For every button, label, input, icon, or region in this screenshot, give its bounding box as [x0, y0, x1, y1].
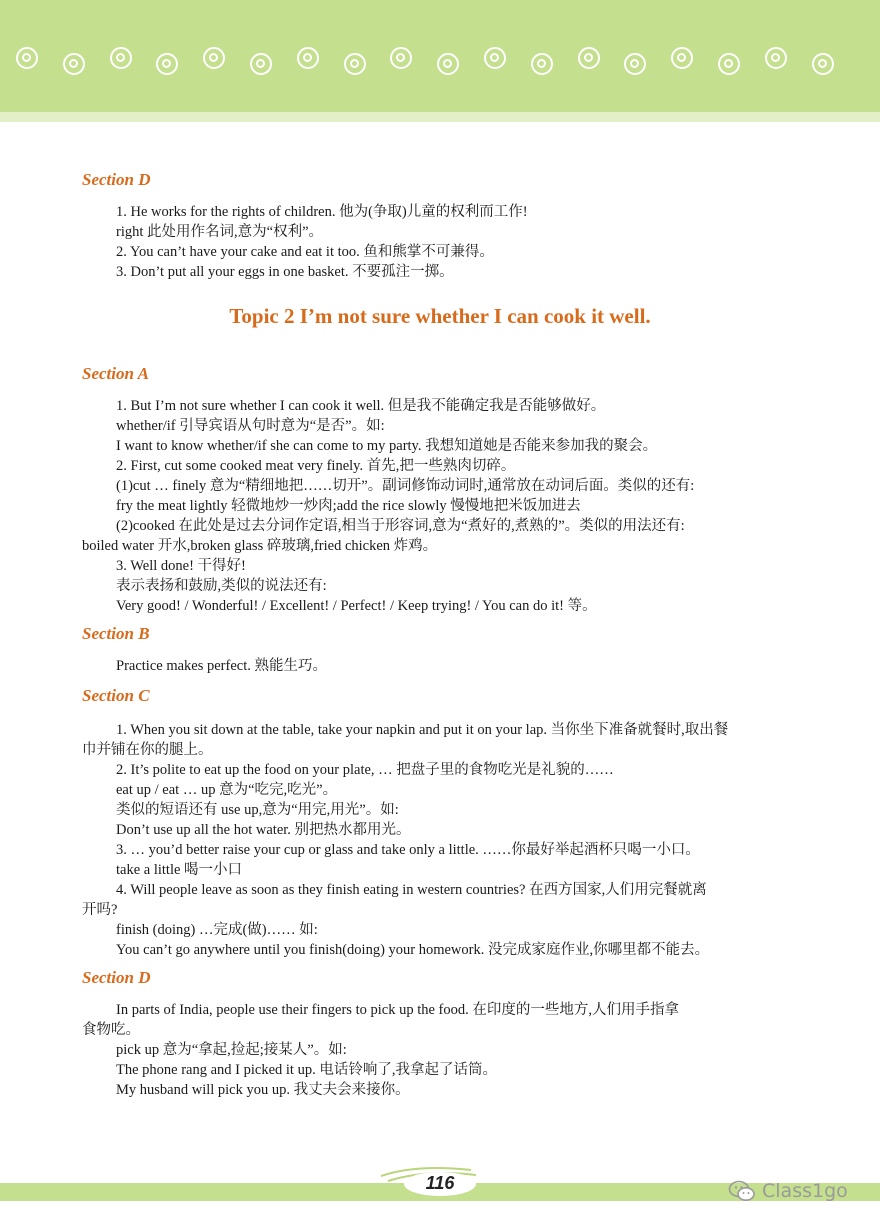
text-line: 类似的短语还有 use up,意为“用完,用光”。如: [116, 802, 399, 818]
ring-icon [16, 47, 38, 69]
text-line: 1. When you sit down at the table, take your napkin and put it on your lap. 当你坐下准备就餐时,取出餐 [116, 722, 729, 738]
ring-icon [765, 47, 787, 69]
section-heading: Section D [82, 968, 151, 987]
ring-icon [578, 47, 600, 69]
ring-icon [297, 47, 319, 69]
text-line: take a little 喝一小口 [116, 862, 243, 878]
text-line: Don’t use up all the hot water. 别把热水都用光。 [116, 822, 411, 838]
section-heading: Section D [82, 170, 151, 189]
ring-icon [718, 53, 740, 75]
text-line: In parts of India, people use their fingers to pick up the food. 在印度的一些地方,人们用手指拿 [116, 1002, 679, 1018]
text-line: The phone rang and I picked it up. 电话铃响了,我拿起了话筒。 [116, 1062, 497, 1078]
section-heading: Section B [82, 624, 150, 643]
topic-title: Topic 2 I’m not sure whether I can cook it well. [229, 304, 651, 328]
text-line: (1)cut … finely 意为“精细地把……切开”。副词修饰动词时,通常放在动词后面。类似的还有: [116, 478, 695, 494]
text-line: right 此处用作名词,意为“权利”。 [116, 224, 324, 240]
ring-icon [484, 47, 506, 69]
text-line: 1. But I’m not sure whether I can cook it well. 但是我不能确定我是否能够做好。 [116, 398, 606, 414]
text-line: 表示表扬和鼓励,类似的说法还有: [116, 578, 327, 594]
text-line: I want to know whether/if she can come to my party. 我想知道她是否能来参加我的聚会。 [116, 438, 658, 454]
text-line: 2. You can’t have your cake and eat it too. 鱼和熊掌不可兼得。 [116, 244, 494, 260]
text-line: 1. He works for the rights of children. 他为(争取)儿童的权利而工作! [116, 204, 528, 220]
text-line: 4. Will people leave as soon as they finish eating in western countries? 在西方国家,人们用完餐就离 [116, 882, 707, 898]
text-line: 开吗? [82, 902, 118, 918]
watermark-text: Class1go [762, 1180, 848, 1202]
text-line: Practice makes perfect. 熟能生巧。 [116, 658, 327, 674]
text-line: 食物吃。 [82, 1022, 140, 1038]
text-line: 2. First, cut some cooked meat very finely. 首先,把一些熟肉切碎。 [116, 458, 516, 474]
header-band-edge [0, 112, 880, 122]
section-heading: Section A [82, 364, 149, 383]
ring-icon [531, 53, 553, 75]
watermark [728, 1176, 848, 1206]
ring-icon [344, 53, 366, 75]
text-line: 2. It’s polite to eat up the food on your plate, … 把盘子里的食物吃光是礼貌的…… [116, 762, 614, 778]
section-heading: Section C [82, 686, 150, 705]
text-line: 3. Well done! 干得好! [116, 558, 246, 574]
text-line: 3. … you’d better raise your cup or glass and take only a little. ……你最好举起酒杯只喝一小口。 [116, 842, 700, 858]
text-line: whether/if 引导宾语从句时意为“是否”。如: [116, 418, 385, 434]
ring-icon [250, 53, 272, 75]
page-number: 116 [425, 1173, 455, 1193]
text-line: finish (doing) …完成(做)…… 如: [116, 922, 318, 938]
text-line: 3. Don’t put all your eggs in one basket. 不要孤注一掷。 [116, 264, 454, 280]
text-line: You can’t go anywhere until you finish(doing) your homework. 没完成家庭作业,你哪里都不能去。 [116, 942, 710, 958]
ring-icon [63, 53, 85, 75]
text-line: boiled water 开水,broken glass 碎玻璃,fried chicken 炸鸡。 [82, 538, 438, 554]
text-line: pick up 意为“拿起,捡起;接某人”。如: [116, 1042, 347, 1058]
ring-icon [110, 47, 132, 69]
text-line: 巾并铺在你的腿上。 [82, 742, 213, 758]
ring-icon [812, 53, 834, 75]
text-line: Very good! / Wonderful! / Excellent! / Perfect! / Keep trying! / You can do it! 等。 [116, 598, 597, 614]
text-line: eat up / eat … up 意为“吃完,吃光”。 [116, 782, 338, 798]
text-line: fry the meat lightly 轻微地炒一炒肉;add the rice slowly 慢慢地把米饭加进去 [116, 498, 581, 514]
wechat-icon [728, 1179, 756, 1203]
text-line: (2)cooked 在此处是过去分词作定语,相当于形容词,意为“煮好的,煮熟的”。类似的用法还有: [116, 518, 685, 534]
text-line: My husband will pick you up. 我丈夫会来接你。 [116, 1082, 410, 1098]
